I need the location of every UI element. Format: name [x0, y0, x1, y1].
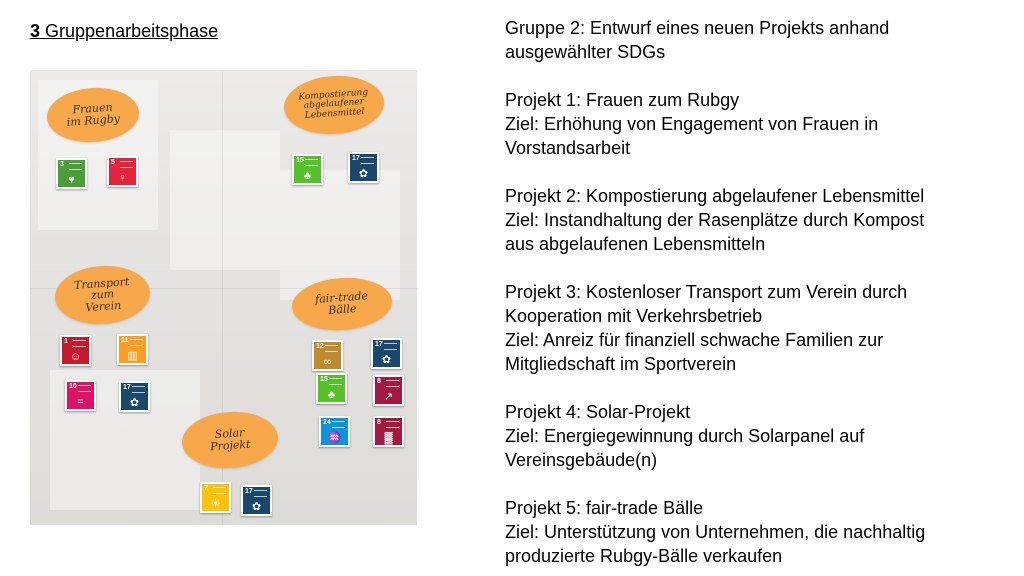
flower-icon: ✿ [251, 501, 262, 513]
project-block [505, 400, 1010, 472]
project-block [505, 280, 1010, 376]
group-title [505, 16, 1010, 64]
project-block [505, 496, 1010, 568]
sdg-caption-lines [386, 380, 399, 387]
heartbeat-icon: ♥ [68, 174, 75, 186]
sdg-number: 17 [123, 384, 131, 391]
sdg-tile [107, 156, 138, 187]
project-title: Projekt 3: Kostenloser Transport zum Verein durch [505, 282, 908, 302]
sdg-number: 17 [352, 155, 360, 162]
tree-icon: ♣ [327, 389, 336, 401]
sdg-number: 15 [296, 157, 304, 164]
sdg-number: 12 [316, 343, 324, 350]
project-goal-line: Ziel: Unterstützung von Unternehmen, die nachhaltig [505, 522, 926, 542]
gender-icon: ♀ [118, 172, 127, 184]
sdg-tile [241, 485, 272, 516]
sdg-number: 5 [111, 159, 115, 166]
sdg-number: 8 [377, 419, 381, 426]
project-list [505, 88, 1010, 568]
sdg-tile [312, 340, 343, 371]
sdg-caption-lines [213, 487, 226, 494]
sdg-caption-lines [386, 421, 399, 428]
project-goal-line: Mitgliedschaft im Sportverein [505, 354, 737, 374]
group-title-line: ausgewählter SDGs [505, 42, 666, 62]
sdg-tile [371, 338, 402, 369]
sdg-tile [292, 154, 323, 185]
sdg-tile [373, 375, 404, 406]
project-description [505, 16, 1010, 568]
sdg-tile [373, 416, 404, 447]
equal-icon: = [77, 396, 84, 408]
sdg-number: 3 [60, 161, 64, 168]
tree-icon: ♣ [303, 170, 312, 182]
sdg-number: 1 [64, 338, 68, 345]
project-goal-line: aus abgelaufenen Lebensmitteln [505, 234, 766, 254]
flower-icon: ✿ [358, 168, 369, 180]
city-icon: ▥ [127, 350, 138, 362]
sdg-tile [319, 416, 350, 447]
sdg-caption-lines [132, 386, 145, 393]
sdg-caption-lines [254, 490, 267, 497]
project-goal-line: produzierte Rubgy-Bälle verkaufen [505, 546, 783, 566]
bubble-solar-projekt: Solar Projekt [180, 409, 280, 472]
sdg-number: 15 [320, 376, 328, 383]
sdg-tile [200, 482, 231, 513]
sdg-caption-lines [384, 343, 397, 350]
section-number: 3 [30, 21, 41, 41]
sdg-caption-lines [73, 340, 86, 347]
flipchart-photo [30, 70, 417, 525]
sdg-tile [316, 373, 347, 404]
bubble-transport: Transport zum Verein [53, 263, 152, 327]
sdg-caption-lines [332, 421, 345, 428]
sdg-caption-lines [120, 161, 133, 168]
sdg-caption-lines [130, 339, 143, 346]
chart-icon: ▓ [384, 432, 393, 444]
section-heading [30, 21, 218, 42]
project-goal-line: Vereinsgebäude(n) [505, 450, 658, 470]
sdg-number: 17 [375, 341, 383, 348]
project-title: Projekt 4: Solar-Projekt [505, 402, 691, 422]
growth-icon: ↗ [383, 391, 394, 403]
bubble-frauen-im-rugby: Frauen im Rugby [45, 85, 141, 145]
sdg-tile [56, 158, 87, 189]
sdg-tile [117, 334, 148, 365]
sdg-caption-lines [69, 163, 82, 170]
paper-sheet [170, 130, 280, 270]
sdg-number: 14 [323, 419, 331, 426]
project-block [505, 88, 1010, 160]
project-title: Projekt 1: Frauen zum Rubgy [505, 90, 740, 110]
project-goal-line: Ziel: Anreiz für finanziell schwache Familien zur [505, 330, 884, 350]
project-goal-line: Vorstandsarbeit [505, 138, 631, 158]
infinity-icon: ∞ [323, 356, 332, 368]
project-goal-line: Ziel: Instandhaltung der Rasenplätze durch Kompost [505, 210, 925, 230]
project-title: Projekt 2: Kompostierung abgelaufener Lebensmittel [505, 186, 925, 206]
fish-icon: ♒ [327, 432, 342, 444]
flower-icon: ✿ [129, 397, 140, 409]
bubble-fair-trade-baelle: fair-trade Bälle [290, 275, 393, 334]
sdg-caption-lines [361, 157, 374, 164]
sdg-caption-lines [329, 378, 342, 385]
project-block [505, 184, 1010, 256]
sdg-tile [60, 335, 91, 366]
sdg-number: 10 [69, 383, 77, 390]
sdg-number: 8 [377, 378, 381, 385]
sdg-tile [348, 152, 379, 183]
project-title: Projekt 5: fair-trade Bälle [505, 498, 704, 518]
sdg-tile [65, 380, 96, 411]
people-icon: ☺ [69, 351, 82, 363]
project-goal-line: Ziel: Erhöhung von Engagement von Frauen in [505, 114, 879, 134]
project-goal-line: Kooperation mit Verkehrsbetrieb [505, 306, 763, 326]
group-title-line: Gruppe 2: Entwurf eines neuen Projekts anhand [505, 18, 890, 38]
sdg-number: 7 [204, 485, 208, 492]
sdg-number: 17 [245, 488, 253, 495]
flower-icon: ✿ [381, 354, 392, 366]
sdg-number: 11 [121, 337, 129, 344]
bubble-kompostierung: Kompostierung abgelaufener Lebensmittel [282, 73, 386, 138]
sdg-caption-lines [305, 159, 318, 166]
sun-icon: ☀ [210, 498, 221, 510]
sdg-tile [119, 381, 150, 412]
section-title: Gruppenarbeitsphase [45, 21, 219, 41]
project-goal-line: Ziel: Energiegewinnung durch Solarpanel auf [505, 426, 865, 446]
sdg-caption-lines [78, 385, 91, 392]
sdg-caption-lines [325, 345, 338, 352]
